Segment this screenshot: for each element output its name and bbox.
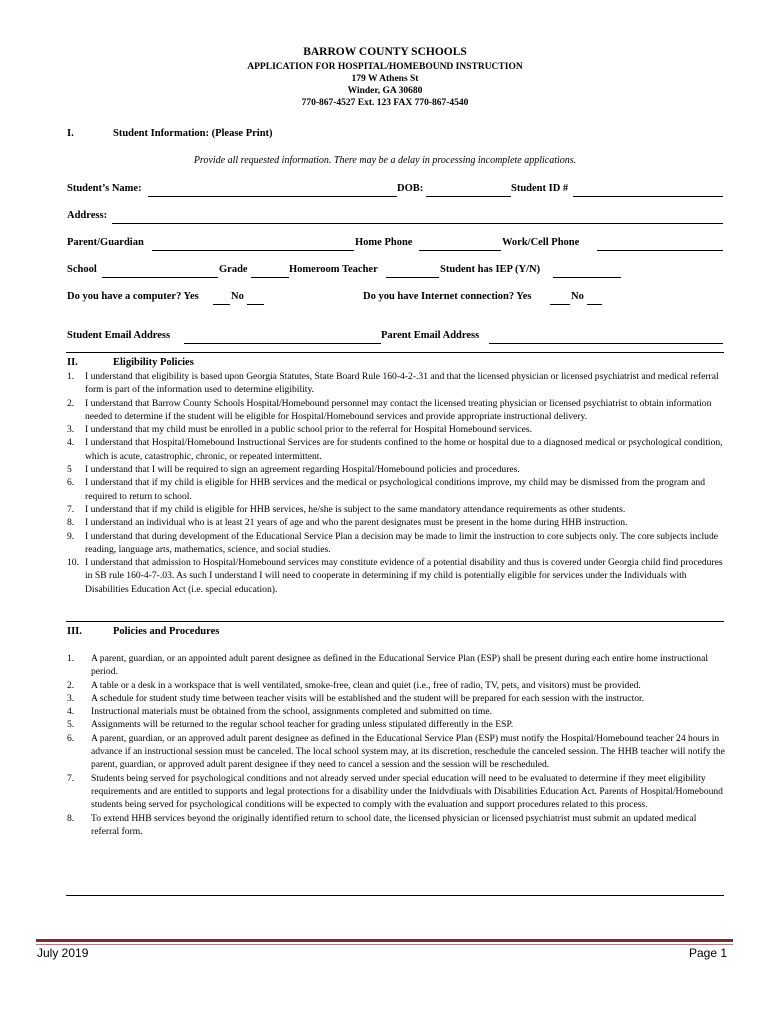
list-number: 4. [67,706,75,718]
list-number: 5. [67,719,75,731]
list-item [67,436,727,463]
list-number: 10. [67,557,79,569]
list-number: 8. [67,812,75,824]
list-item [67,772,727,812]
list-item [67,718,727,731]
student-email-label: Student Email Address [67,330,171,341]
iep-label: Student has IEP (Y/N) [440,264,541,275]
list-text: I understand that Hospital/Homebound Instructional Services are for students confined to the home or hospital due to a diagnosed medical or psychological condition, which is acute, catastrophic, chronic, or repeated intermittent. [85,437,723,462]
list-number: 3. [67,692,75,704]
list-number: 4. [67,437,75,449]
list-number: 9. [67,530,75,542]
school-field[interactable] [102,277,218,278]
work-phone-label: Work/Cell Phone [502,237,580,248]
section-3-title: Policies and Procedures [113,626,220,637]
list-number: 5 [67,464,72,476]
computer-no-label: No [231,291,244,302]
computer-label: Do you have a computer? Yes [67,291,199,302]
list-item [67,503,727,516]
list-number: 8. [67,517,75,529]
student-name-field[interactable] [148,196,397,197]
list-item [67,476,727,503]
parent-label: Parent/Guardian [67,237,144,248]
list-number: 2. [67,397,75,409]
list-number: 1. [67,653,75,664]
form-title: APPLICATION FOR HOSPITAL/HOMEBOUND INSTRUCTION [247,62,523,72]
eligibility-list [67,370,727,596]
list-item [67,423,727,436]
list-item [67,516,727,529]
list-text: Assignments will be returned to the regular school teacher for grading unless stipulated differently in the ESP. [91,719,514,731]
address-label: Address: [67,210,108,221]
section-3-number: III. [67,626,82,637]
list-text: I understand that my child must be enrolled in a public school prior to the referral for Hospital Homebound services. [85,424,533,436]
home-phone-field[interactable] [419,250,501,251]
home-phone-label: Home Phone [355,237,413,248]
list-text: A table or a desk in a workspace that is well ventilated, smoke-free, clean and quiet (i.e., free of radio, TV, pets, and visitors) must be provided. [91,679,641,691]
internet-no-label: No [571,291,584,302]
list-item [67,370,727,397]
parent-email-field[interactable] [489,343,723,344]
footer-bar-thin [36,944,733,945]
grade-label: Grade [219,264,248,275]
list-text: I understand that during development of the Educational Service Plan a decision may be made to limit the instruction to core subjects only. The core subjects include reading, language arts, mathematics, science, and social studies. [85,530,719,555]
list-text: I understand an individual who is at least 21 years of age and who the parent designates must be present in the home during HHB instruction. [85,517,628,529]
section-1-title: Student Information: (Please Print) [113,128,273,139]
parent-field[interactable] [152,250,354,251]
student-id-label: Student ID # [511,183,569,194]
section-2-title: Eligibility Policies [113,357,194,368]
list-text: I understand that admission to Hospital/Homebound services may constitute evidence of a potential disability and thus is covered under Georgia child find procedures in SB rule 160-4-7-.03. As such I understand I will need to cooperate in determining if my child is potentially eligible for services under the Individuals with Disabilities Education Act (i.e. special education). [85,557,723,595]
footer-bar [36,939,733,942]
homeroom-label: Homeroom Teacher [289,264,378,275]
list-item [67,652,727,679]
list-item [67,530,727,557]
grade-field[interactable] [251,277,289,278]
list-text: I understand that if my child is eligible for HHB services and the medical or psychological conditions improve, my child may be dismissed from the program and required to return to school. [85,477,705,502]
dob-label: DOB: [397,183,424,194]
list-item [67,397,727,424]
internet-no-field[interactable] [587,304,602,305]
list-number: 6. [67,732,75,744]
org-name: BARROW COUNTY SCHOOLS [303,46,467,58]
list-text: I understand that Barrow County Schools Hospital/Homebound personnel may contact the licensed treating physician or licensed psychiatrist to obtain information needed to determine if the student will be eligible for Hospital/Homebound services and provide appropriate instructional delivery. [85,397,712,422]
list-item [67,463,727,476]
list-text: To extend HHB services beyond the originally identified return to school date, the licensed physician or licensed psychiatrist must submit an updated medical referral form. [91,812,697,837]
school-label: School [67,264,97,275]
address-street: 179 W Athens St [351,74,419,84]
list-text: A parent, guardian, or an appointed adult parent designee as defined in the Educational Service Plan (ESP) shall be present during each entire home instructional period. [91,653,709,678]
work-phone-field[interactable] [597,250,723,251]
list-item [67,732,727,772]
homeroom-field[interactable] [386,277,439,278]
list-text: Instructional materials must be obtained from the school, assignments completed and submitted on time. [91,706,492,718]
student-name-label: Student’s Name: [67,183,142,194]
list-item [67,812,727,839]
list-item [67,556,727,596]
policies-list [67,652,727,838]
list-text: A parent, guardian, or an approved adult parent designee as defined in the Educational Service Plan (ESP) must notify the Hospital/Homebound teacher 24 hours in advance if an instructional session must be canceled. The local school system may, at its discretion, reschedule the canceled session. The HHB teacher will notify the parent, guardian, or approved adult parent designee if they need to cancel a session and the session will be rescheduled. [91,732,725,771]
address-city: Winder, GA 30680 [347,86,423,96]
list-text: A schedule for student study time between teacher visits will be established and the student will be prepared for each session with the instructor. [91,692,645,704]
list-text: I understand that eligibility is based upon Georgia Statutes, State Board Rule 160-4-2-.31 and that the licensed physician or licensed psychiatrist and medical referral form is part of the information used to determine eligibility. [85,371,719,396]
list-text: I understand that I will be required to sign an agreement regarding Hospital/Homebound policies and procedures. [85,464,520,476]
address-field[interactable] [112,223,723,224]
computer-yes-field[interactable] [213,304,230,305]
list-number: 2. [67,679,75,691]
internet-label: Do you have Internet connection? Yes [363,291,532,302]
section-1-number: I. [67,128,74,139]
section-divider [66,895,724,896]
section-divider [66,352,724,353]
list-number: 1. [67,371,75,382]
dob-field[interactable] [426,196,511,197]
list-item [67,705,727,718]
list-item [67,679,727,692]
section-1-note: Provide all requested information. There may be a delay in processing incomplete applications. [193,155,577,166]
internet-yes-field[interactable] [550,304,570,305]
footer-date: July 2019 [37,946,89,960]
parent-email-label: Parent Email Address [381,330,480,341]
list-number: 6. [67,477,75,489]
section-divider [66,621,724,622]
footer-page-number: Page 1 [689,946,728,960]
list-item [67,692,727,705]
list-text: Students being served for psychological conditions and not already served under special education will need to be evaluated to determine if they meet eligibility requirements and are entitled to supports and legal protections for a disability under the Inidvdiuals with Disabilities Education Act. Parents of Hospital/Homebound students being served for psychological conditions will be expected to comply with the evaluation and support procedures related to this process. [91,772,723,811]
student-id-field[interactable] [573,196,723,197]
iep-field[interactable] [553,277,621,278]
list-number: 3. [67,424,75,436]
section-2-number: II. [67,357,78,368]
list-text: I understand that if my child is eligible for HHB services, he/she is subject to the same mandatory attendance requirements as other students. [85,503,626,515]
contact-phone: 770-867-4527 Ext. 123 FAX 770-867-4540 [301,98,469,108]
student-email-field[interactable] [184,343,381,344]
computer-no-field[interactable] [247,304,264,305]
list-number: 7. [67,772,75,784]
list-number: 7. [67,503,75,515]
